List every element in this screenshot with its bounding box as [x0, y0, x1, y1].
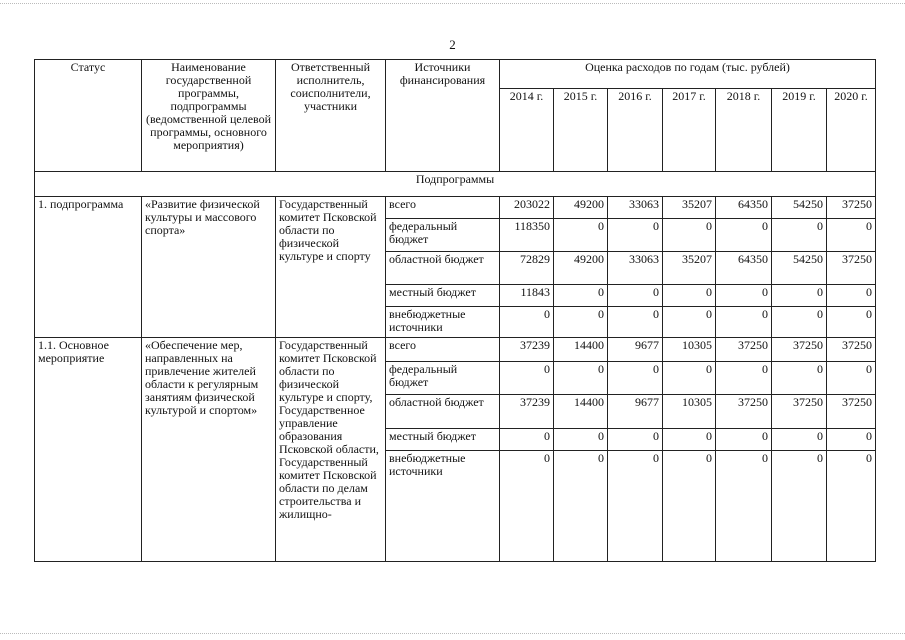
funding-source-cell: всего: [386, 197, 500, 219]
value-cell: 0: [554, 307, 608, 338]
header-status: Статус: [35, 60, 142, 172]
funding-source-cell: федеральный бюджет: [386, 219, 500, 252]
value-cell: 0: [827, 285, 876, 307]
header-year: 2019 г.: [772, 89, 827, 172]
value-cell: 37250: [827, 395, 876, 429]
value-cell: 49200: [554, 252, 608, 285]
header-year: 2017 г.: [663, 89, 716, 172]
value-cell: 0: [716, 219, 772, 252]
status-cell: 1.1. Основное мероприятие: [35, 338, 142, 562]
header-year: 2016 г.: [608, 89, 663, 172]
scan-edge-bottom: [0, 633, 905, 634]
funding-source-cell: всего: [386, 338, 500, 362]
header-year: 2020 г.: [827, 89, 876, 172]
value-cell: 37250: [772, 395, 827, 429]
funding-source-cell: местный бюджет: [386, 429, 500, 451]
value-cell: 0: [772, 362, 827, 395]
value-cell: 0: [827, 429, 876, 451]
header-program-name: Наименование государственной программы, подпрограммы (ведомственной целевой программы, основного мероприятия): [142, 60, 276, 172]
value-cell: 0: [500, 429, 554, 451]
program-name-cell: «Обеспечение мер, направленных на привлечение жителей области к регулярным занятиям физической культурой и спортом»: [142, 338, 276, 562]
value-cell: 10305: [663, 395, 716, 429]
value-cell: 0: [608, 219, 663, 252]
funding-source-cell: внебюджетные источники: [386, 307, 500, 338]
header-expense-estimate: Оценка расходов по годам (тыс. рублей): [500, 60, 876, 89]
funding-source-cell: областной бюджет: [386, 252, 500, 285]
funding-source-cell: областной бюджет: [386, 395, 500, 429]
responsible-cell: Государственный комитет Псковской области по физической культуре и спорту: [276, 197, 386, 338]
value-cell: 0: [554, 219, 608, 252]
value-cell: 14400: [554, 338, 608, 362]
value-cell: 0: [716, 307, 772, 338]
value-cell: 64350: [716, 252, 772, 285]
value-cell: 0: [554, 285, 608, 307]
value-cell: 54250: [772, 197, 827, 219]
header-year: 2014 г.: [500, 89, 554, 172]
value-cell: 72829: [500, 252, 554, 285]
table-row: [35, 338, 876, 362]
value-cell: 0: [772, 307, 827, 338]
funding-source-cell: внебюджетные источники: [386, 451, 500, 562]
section-title: Подпрограммы: [35, 172, 876, 197]
value-cell: 35207: [663, 252, 716, 285]
value-cell: 0: [608, 285, 663, 307]
value-cell: 33063: [608, 252, 663, 285]
value-cell: 0: [772, 429, 827, 451]
value-cell: 37250: [716, 395, 772, 429]
value-cell: 0: [663, 429, 716, 451]
value-cell: 33063: [608, 197, 663, 219]
value-cell: 0: [772, 219, 827, 252]
value-cell: 54250: [772, 252, 827, 285]
value-cell: 0: [608, 362, 663, 395]
value-cell: 0: [500, 307, 554, 338]
value-cell: 9677: [608, 338, 663, 362]
value-cell: 0: [554, 362, 608, 395]
value-cell: 37250: [716, 338, 772, 362]
value-cell: 49200: [554, 197, 608, 219]
value-cell: 0: [554, 451, 608, 562]
value-cell: 10305: [663, 338, 716, 362]
header-year: 2018 г.: [716, 89, 772, 172]
value-cell: 0: [608, 451, 663, 562]
status-cell: 1. подпрограмма: [35, 197, 142, 338]
value-cell: 0: [663, 285, 716, 307]
value-cell: 0: [663, 219, 716, 252]
responsible-cell: Государственный комитет Псковской области по физической культуре и спорту, Государственное управление образования Псковской области, Государственный комитет Псковской области по делам строительства и жилищно-: [276, 338, 386, 562]
funding-source-cell: федеральный бюджет: [386, 362, 500, 395]
header-year: 2015 г.: [554, 89, 608, 172]
value-cell: 0: [716, 362, 772, 395]
program-name-cell: «Развитие физической культуры и массового спорта»: [142, 197, 276, 338]
value-cell: 0: [716, 429, 772, 451]
value-cell: 0: [663, 307, 716, 338]
value-cell: 0: [608, 307, 663, 338]
value-cell: 11843: [500, 285, 554, 307]
header-row: [35, 60, 876, 89]
header-funding-sources: Источники финансирования: [386, 60, 500, 172]
value-cell: 0: [772, 451, 827, 562]
value-cell: 0: [500, 451, 554, 562]
value-cell: 0: [827, 307, 876, 338]
funding-source-cell: местный бюджет: [386, 285, 500, 307]
value-cell: 0: [827, 219, 876, 252]
page-number: 2: [449, 37, 456, 52]
value-cell: 35207: [663, 197, 716, 219]
value-cell: 0: [663, 362, 716, 395]
value-cell: 0: [608, 429, 663, 451]
value-cell: 9677: [608, 395, 663, 429]
value-cell: 0: [827, 362, 876, 395]
section-row: [35, 172, 876, 197]
value-cell: 64350: [716, 197, 772, 219]
value-cell: 0: [663, 451, 716, 562]
value-cell: 203022: [500, 197, 554, 219]
table-row: [35, 197, 876, 219]
scan-edge-top: [0, 3, 905, 4]
value-cell: 37250: [827, 197, 876, 219]
value-cell: 0: [716, 285, 772, 307]
value-cell: 0: [554, 429, 608, 451]
value-cell: 118350: [500, 219, 554, 252]
value-cell: 0: [827, 451, 876, 562]
value-cell: 37239: [500, 338, 554, 362]
value-cell: 37250: [827, 252, 876, 285]
header-responsible: Ответственный исполнитель, соисполнители, участники: [276, 60, 386, 172]
value-cell: 0: [500, 362, 554, 395]
value-cell: 14400: [554, 395, 608, 429]
value-cell: 0: [716, 451, 772, 562]
value-cell: 37250: [772, 338, 827, 362]
value-cell: 37239: [500, 395, 554, 429]
value-cell: 37250: [827, 338, 876, 362]
budget-table: [34, 59, 876, 562]
value-cell: 0: [772, 285, 827, 307]
